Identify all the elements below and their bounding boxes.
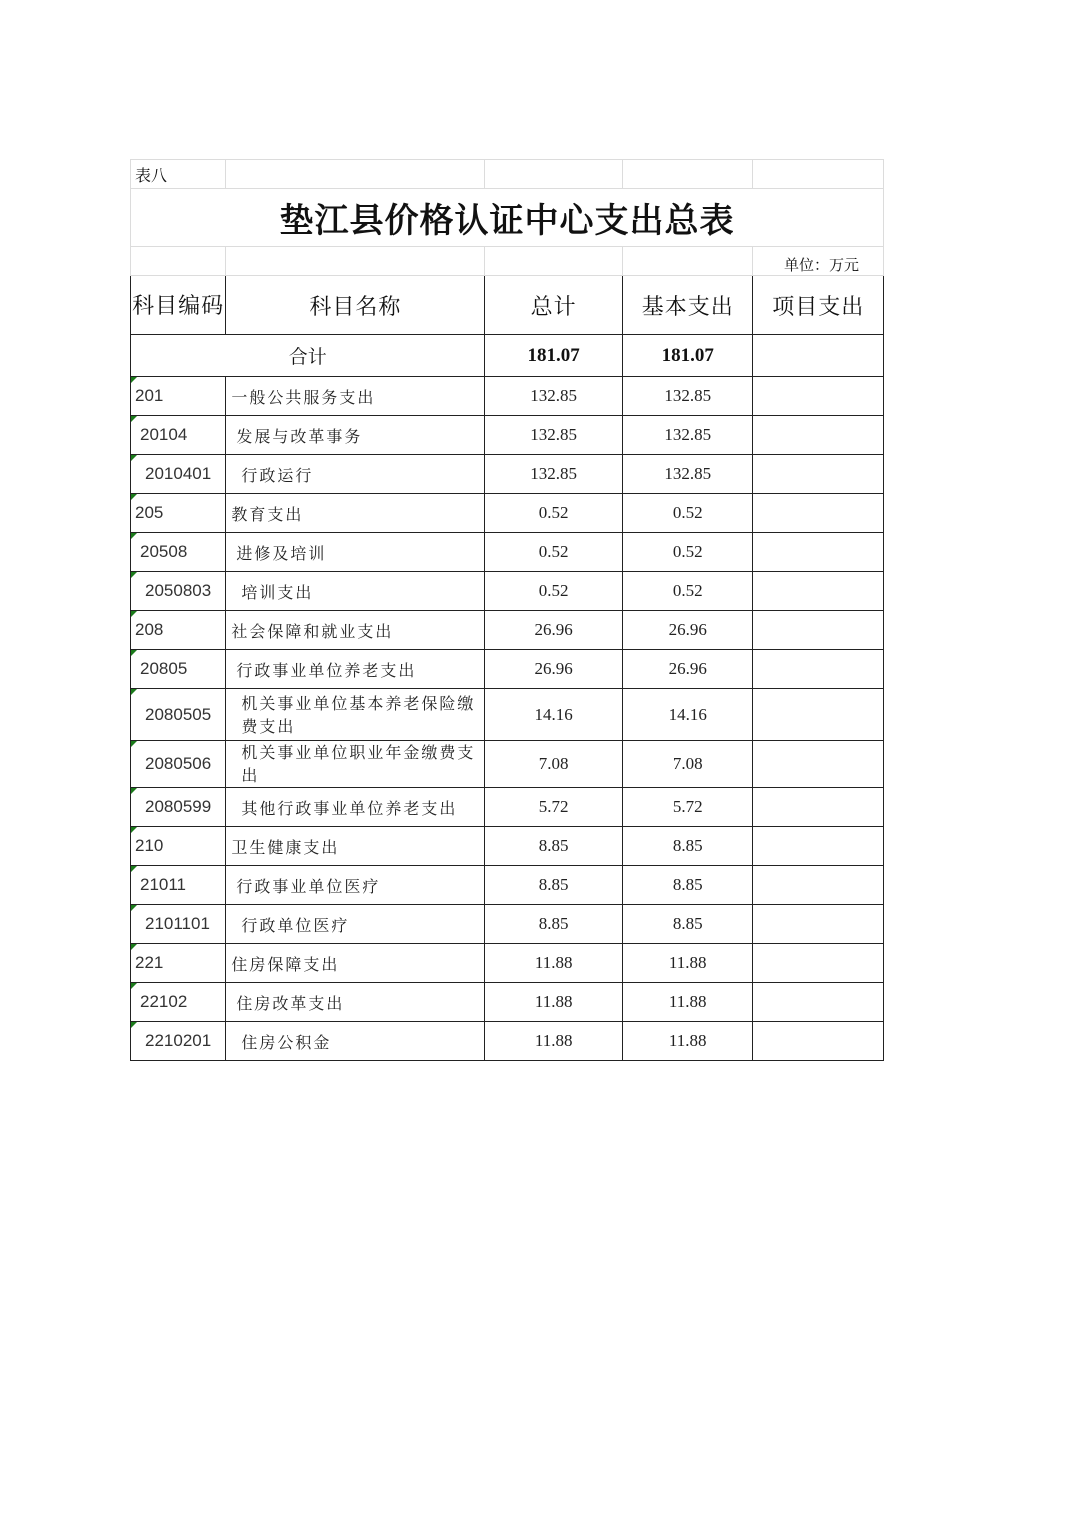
row-basic: 11.88 [622,944,753,983]
row-name: 行政运行 [226,455,485,494]
row-total: 0.52 [485,533,623,572]
row-code: 2101101 [131,905,226,944]
summary-label: 合计 [131,335,485,377]
header-code: 科目编码 [131,276,226,335]
row-total: 132.85 [485,416,623,455]
row-name: 住房公积金 [226,1022,485,1061]
row-project [753,983,884,1022]
summary-basic: 181.07 [622,335,753,377]
header-total: 总计 [485,276,623,335]
row-project [753,1022,884,1061]
table-row [131,611,884,650]
row-basic: 8.85 [622,827,753,866]
page-title: 垫江县价格认证中心支出总表 [131,189,884,247]
title-row [131,189,884,247]
table-label-row [131,160,884,189]
row-total: 5.72 [485,788,623,827]
row-total: 8.85 [485,905,623,944]
table-row [131,905,884,944]
row-project [753,905,884,944]
row-total: 11.88 [485,983,623,1022]
row-project [753,611,884,650]
row-name: 社会保障和就业支出 [226,611,485,650]
row-name: 一般公共服务支出 [226,377,485,416]
row-project [753,741,884,788]
row-basic: 26.96 [622,650,753,689]
row-project [753,377,884,416]
table-row [131,944,884,983]
row-code: 205 [131,494,226,533]
row-total: 11.88 [485,1022,623,1061]
table-label: 表八 [131,160,226,189]
row-basic: 132.85 [622,416,753,455]
row-project [753,689,884,741]
row-basic: 11.88 [622,1022,753,1061]
row-name: 机关事业单位基本养老保险缴费支出 [226,689,485,741]
row-basic: 8.85 [622,866,753,905]
table-row [131,494,884,533]
row-basic: 14.16 [622,689,753,741]
row-name: 培训支出 [226,572,485,611]
row-name: 行政单位医疗 [226,905,485,944]
row-code: 2050803 [131,572,226,611]
row-code: 210 [131,827,226,866]
row-basic: 132.85 [622,377,753,416]
header-basic: 基本支出 [622,276,753,335]
table-row [131,689,884,741]
row-basic: 26.96 [622,611,753,650]
row-basic: 0.52 [622,572,753,611]
row-name: 其他行政事业单位养老支出 [226,788,485,827]
row-code: 2080599 [131,788,226,827]
row-total: 7.08 [485,741,623,788]
unit-row [131,247,884,276]
row-code: 21011 [131,866,226,905]
row-basic: 8.85 [622,905,753,944]
row-project [753,533,884,572]
row-name: 教育支出 [226,494,485,533]
unit-label: 单位：万元 [753,247,884,276]
row-total: 26.96 [485,611,623,650]
row-code: 22102 [131,983,226,1022]
row-code: 20508 [131,533,226,572]
summary-project [753,335,884,377]
row-code: 20805 [131,650,226,689]
row-total: 8.85 [485,866,623,905]
table-row [131,533,884,572]
table-row [131,741,884,788]
row-code: 2010401 [131,455,226,494]
row-project [753,455,884,494]
row-name: 住房保障支出 [226,944,485,983]
table-row [131,827,884,866]
header-project: 项目支出 [753,276,884,335]
row-total: 0.52 [485,494,623,533]
expenditure-summary-table [130,159,884,1061]
table-row [131,866,884,905]
row-name: 进修及培训 [226,533,485,572]
row-total: 11.88 [485,944,623,983]
row-project [753,827,884,866]
row-code: 208 [131,611,226,650]
row-basic: 5.72 [622,788,753,827]
row-total: 8.85 [485,827,623,866]
row-project [753,572,884,611]
row-project [753,944,884,983]
row-basic: 7.08 [622,741,753,788]
table-row [131,788,884,827]
row-name: 卫生健康支出 [226,827,485,866]
row-total: 14.16 [485,689,623,741]
table-row [131,416,884,455]
row-project [753,494,884,533]
summary-row [131,335,884,377]
table-row [131,455,884,494]
row-basic: 132.85 [622,455,753,494]
row-project [753,416,884,455]
table-row [131,572,884,611]
row-code: 2080505 [131,689,226,741]
row-name: 行政事业单位养老支出 [226,650,485,689]
row-code: 201 [131,377,226,416]
header-row [131,276,884,335]
row-project [753,866,884,905]
table-row [131,377,884,416]
row-total: 0.52 [485,572,623,611]
row-code: 2080506 [131,741,226,788]
row-name: 发展与改革事务 [226,416,485,455]
row-total: 26.96 [485,650,623,689]
table-row [131,1022,884,1061]
header-name: 科目名称 [226,276,485,335]
table-row [131,650,884,689]
row-code: 20104 [131,416,226,455]
summary-total: 181.07 [485,335,623,377]
row-basic: 11.88 [622,983,753,1022]
row-project [753,788,884,827]
row-name: 机关事业单位职业年金缴费支出 [226,741,485,788]
table-row [131,983,884,1022]
row-name: 住房改革支出 [226,983,485,1022]
row-total: 132.85 [485,455,623,494]
row-basic: 0.52 [622,533,753,572]
row-basic: 0.52 [622,494,753,533]
row-total: 132.85 [485,377,623,416]
row-name: 行政事业单位医疗 [226,866,485,905]
row-project [753,650,884,689]
row-code: 221 [131,944,226,983]
row-code: 2210201 [131,1022,226,1061]
